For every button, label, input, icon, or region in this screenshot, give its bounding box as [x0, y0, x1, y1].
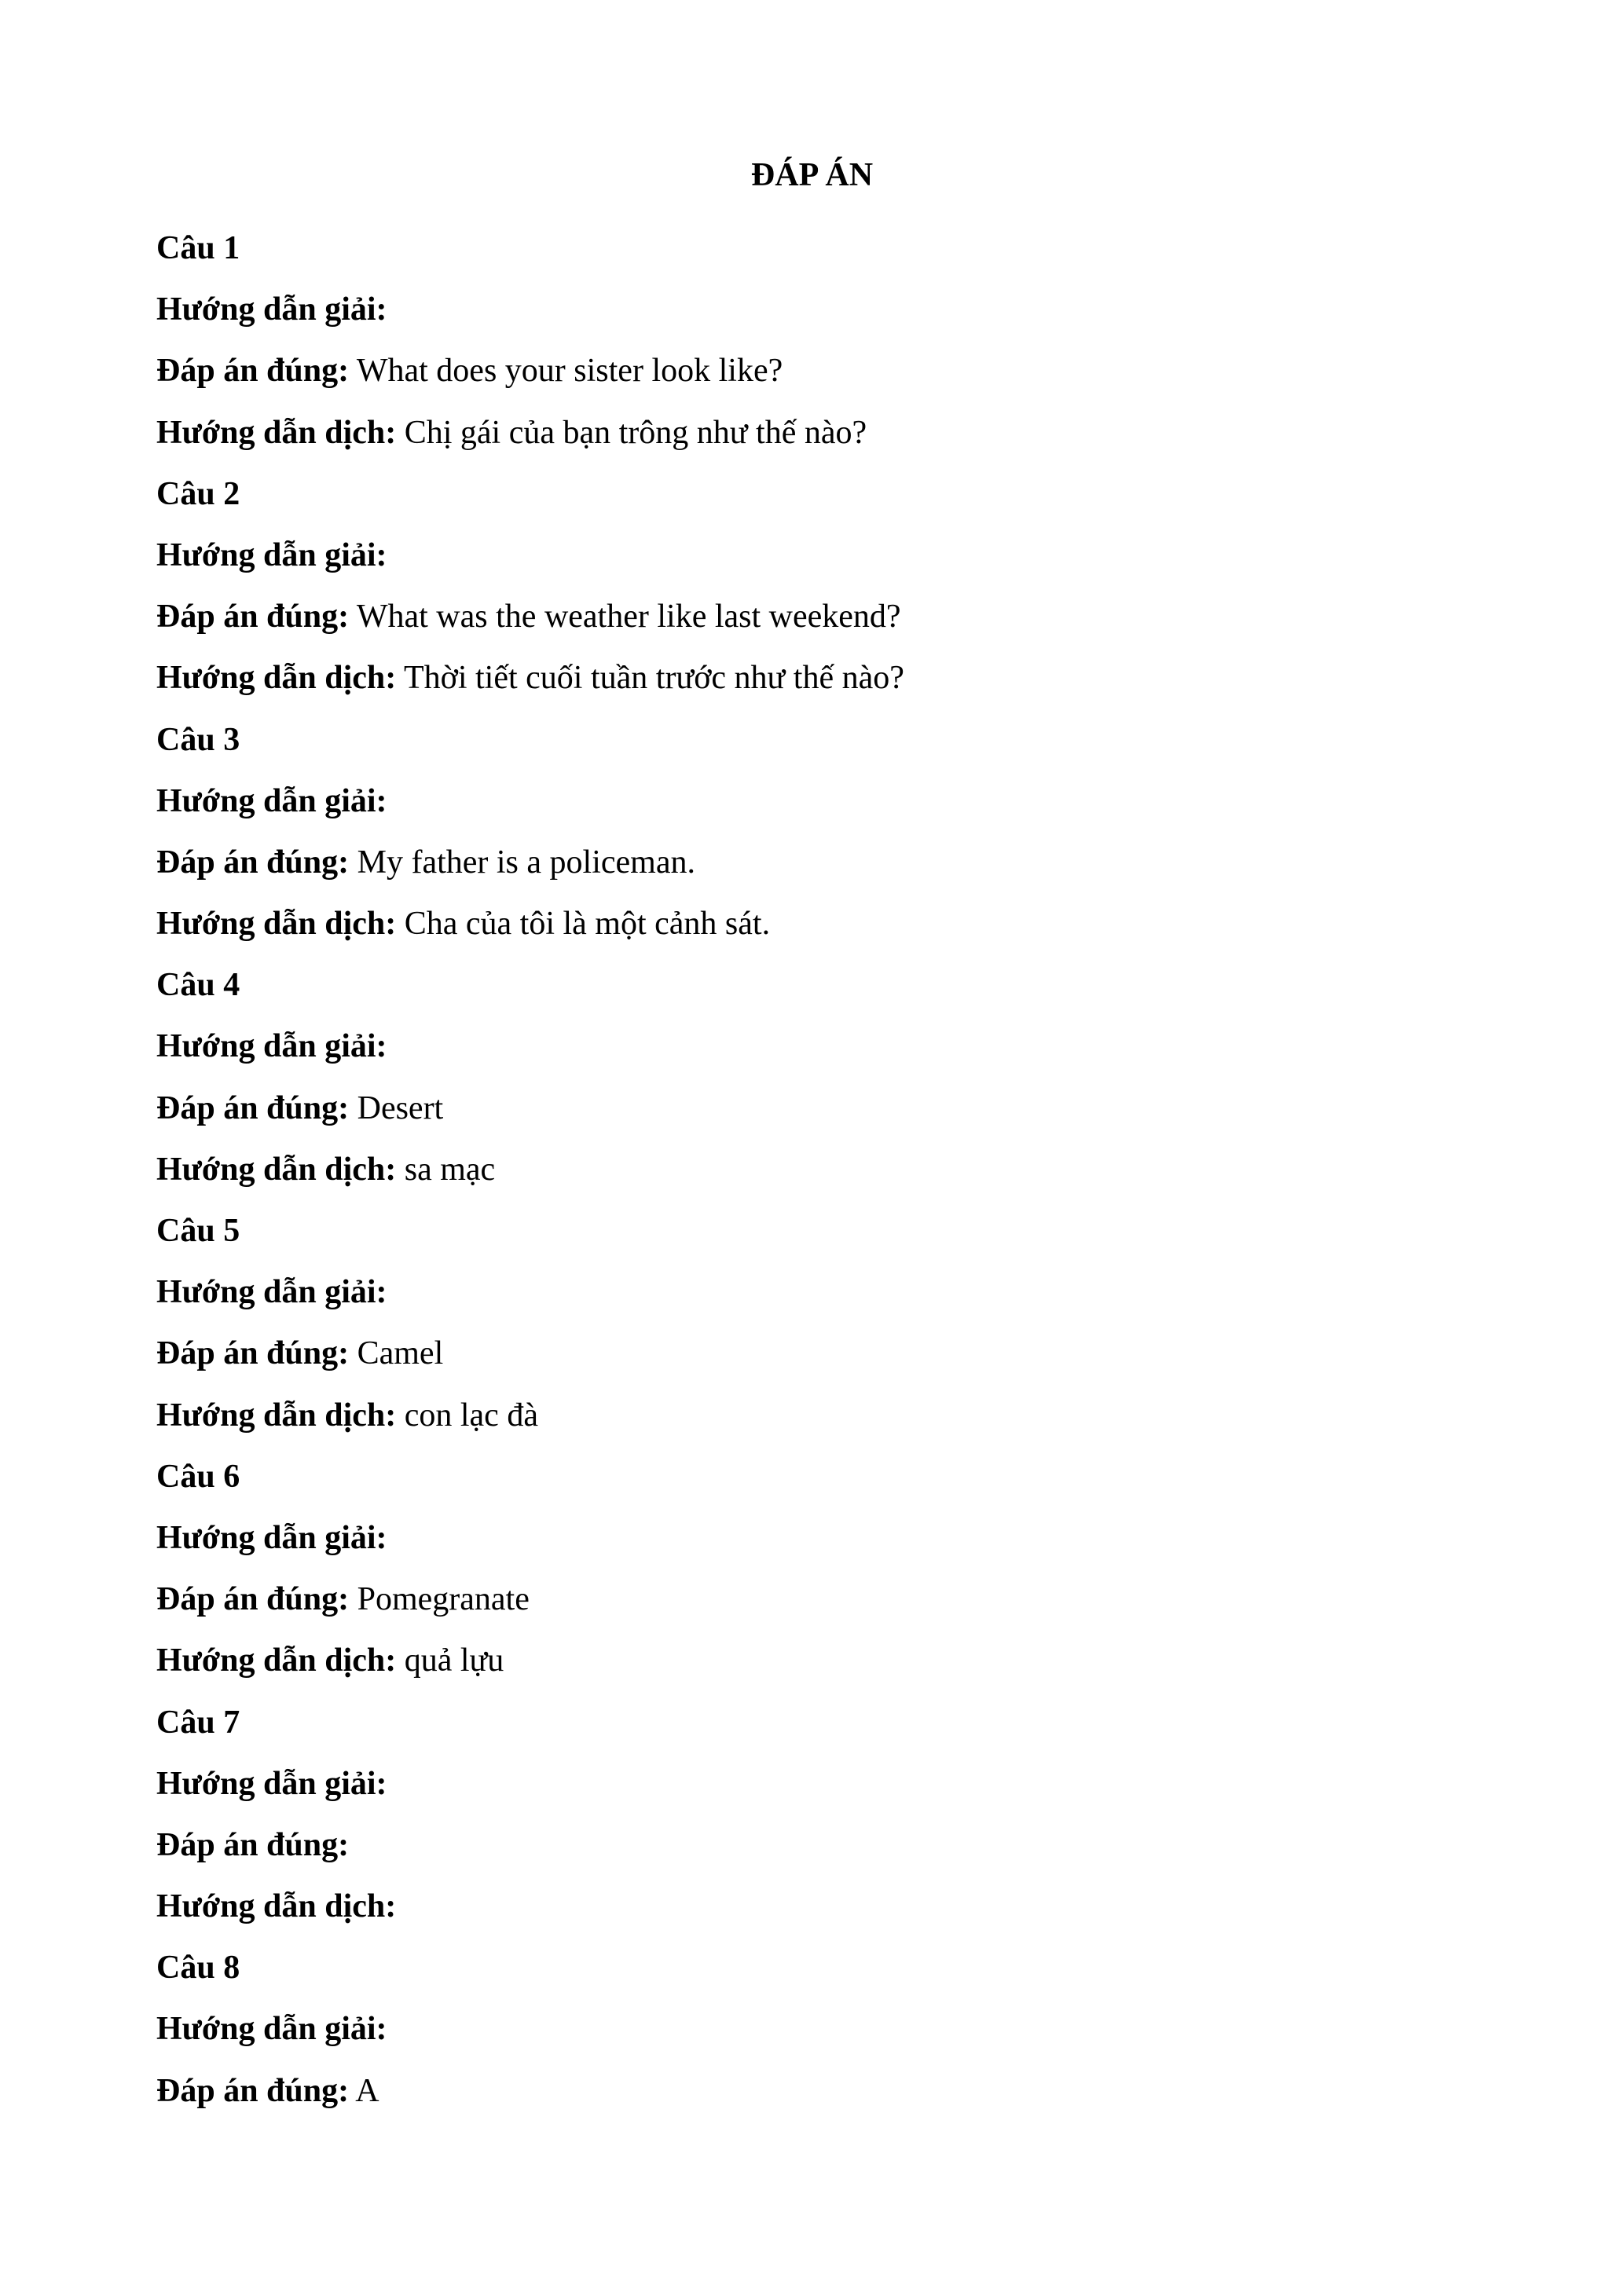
question-heading: Câu 4: [156, 967, 240, 1004]
page-title: ĐÁP ÁN: [750, 157, 874, 193]
translation-label: Hướng dẫn dịch:: [156, 414, 397, 451]
answer-label: Đáp án đúng:: [156, 2072, 350, 2109]
answer-line: [156, 832, 1492, 893]
translation-value: sa mạc: [404, 1151, 496, 1188]
translation-line: [156, 1630, 1492, 1691]
translation-label: Hướng dẫn dịch:: [156, 660, 397, 697]
answer-line: [156, 340, 1492, 401]
translation-line: [156, 1876, 1492, 1937]
answer-line: [156, 586, 1492, 647]
answer-label: Đáp án đúng:: [156, 844, 350, 881]
question-heading: Câu 8: [156, 1950, 240, 1987]
translation-label: Hướng dẫn dịch:: [156, 906, 397, 943]
translation-value: Cha của tôi là một cảnh sát.: [404, 906, 771, 943]
translation-line: [156, 1385, 1492, 1446]
answer-label: Đáp án đúng:: [156, 599, 350, 635]
answer-line: [156, 1078, 1492, 1139]
question-heading: Câu 1: [156, 230, 240, 266]
answer-value: What was the weather like last weekend?: [356, 599, 901, 635]
translation-value: Chị gái của bạn trông như thế nào?: [404, 414, 867, 451]
question-heading: Câu 2: [156, 475, 240, 512]
guide-label: Hướng dẫn giải:: [156, 2011, 387, 2048]
answer-label: Đáp án đúng:: [156, 1581, 350, 1618]
answer-label: Đáp án đúng:: [156, 1826, 350, 1863]
guide-label: Hướng dẫn giải:: [156, 1519, 387, 1556]
answer-value: Pomegranate: [357, 1581, 530, 1618]
translation-value: con lạc đà: [404, 1397, 538, 1434]
translation-label: Hướng dẫn dịch:: [156, 1888, 397, 1925]
answer-value: What does your sister look like?: [356, 353, 783, 390]
answer-label: Đáp án đúng:: [156, 1335, 350, 1372]
translation-label: Hướng dẫn dịch:: [156, 1642, 397, 1679]
translation-line: [156, 647, 1492, 709]
answer-line: [156, 1814, 1492, 1876]
question-heading: Câu 6: [156, 1458, 240, 1495]
answer-value: A: [355, 2072, 379, 2109]
guide-label: Hướng dẫn giải:: [156, 536, 387, 573]
translation-label: Hướng dẫn dịch:: [156, 1151, 397, 1188]
translation-value: Thời tiết cuối tuần trước như thế nào?: [403, 660, 904, 697]
question-heading: Câu 5: [156, 1213, 240, 1249]
answer-line: [156, 2060, 1492, 2122]
translation-line: [156, 402, 1492, 463]
answer-line: [156, 1569, 1492, 1630]
translation-line: [156, 893, 1492, 954]
question-heading: Câu 3: [156, 721, 240, 758]
answer-value: My father is a policeman.: [357, 844, 695, 881]
answer-value: Desert: [357, 1089, 444, 1126]
guide-label: Hướng dẫn giải:: [156, 782, 387, 819]
answer-line: [156, 1323, 1492, 1384]
guide-label: Hướng dẫn giải:: [156, 1028, 387, 1065]
guide-label: Hướng dẫn giải:: [156, 1765, 387, 1802]
guide-label: Hướng dẫn giải:: [156, 291, 387, 328]
question-heading: Câu 7: [156, 1704, 240, 1741]
translation-value: quả lựu: [404, 1642, 504, 1679]
answer-list: [156, 218, 1492, 2122]
answer-value: Camel: [357, 1335, 444, 1372]
guide-label: Hướng dẫn giải:: [156, 1274, 387, 1311]
answer-label: Đáp án đúng:: [156, 1089, 350, 1126]
translation-line: [156, 1139, 1492, 1200]
translation-label: Hướng dẫn dịch:: [156, 1397, 397, 1434]
answer-label: Đáp án đúng:: [156, 353, 350, 390]
